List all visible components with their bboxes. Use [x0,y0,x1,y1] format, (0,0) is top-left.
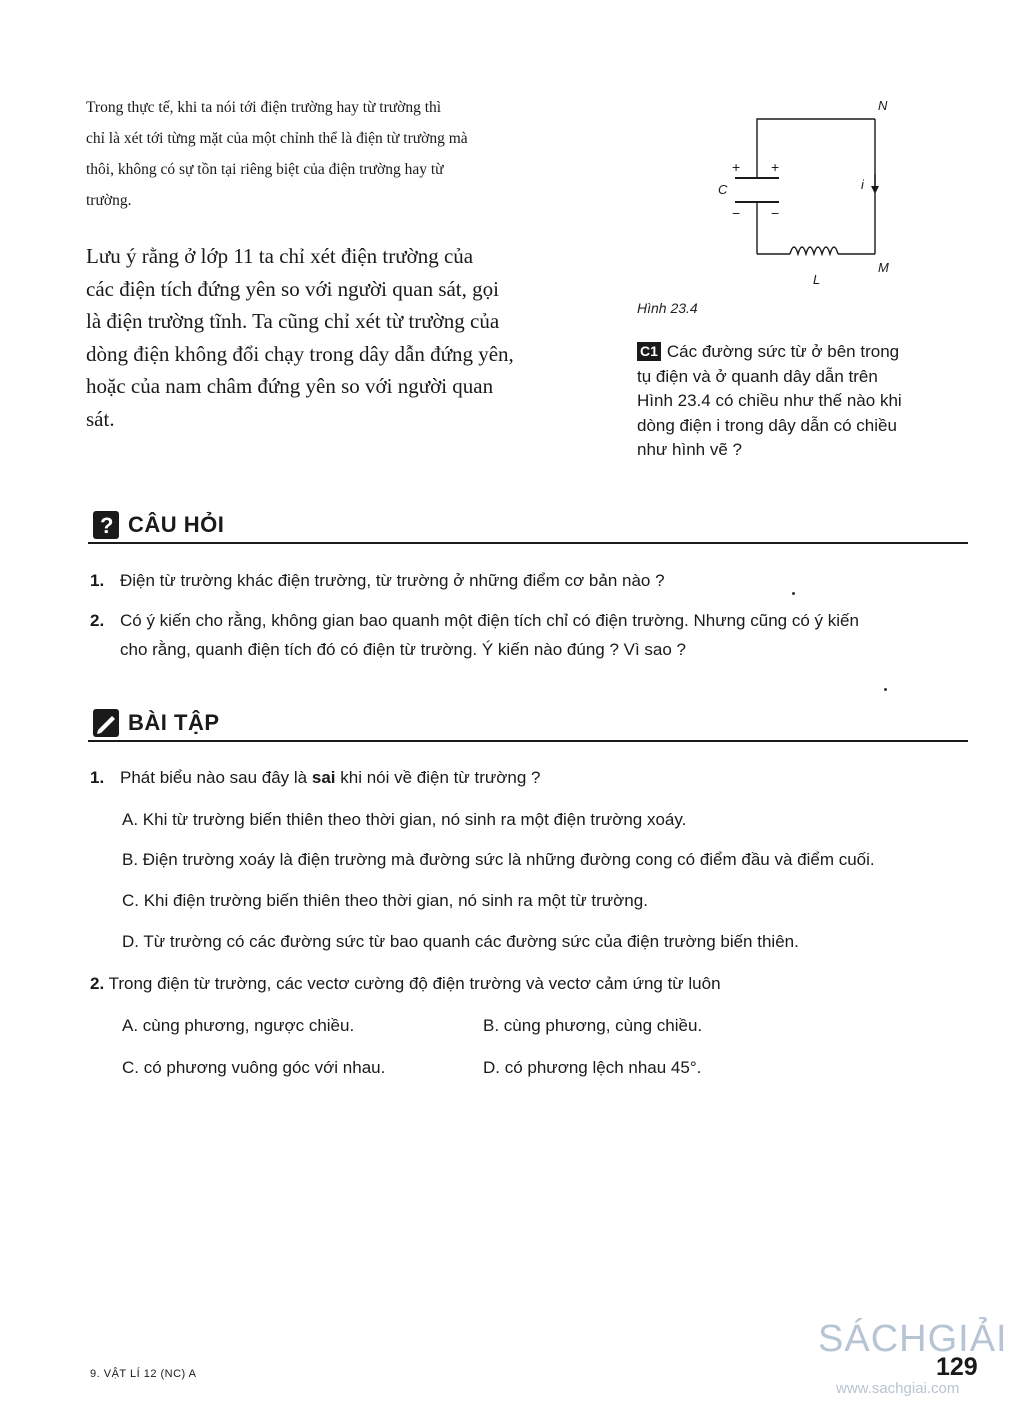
label-m: M [878,260,889,275]
lc-circuit-diagram [715,94,925,294]
minus-right: − [771,205,780,221]
intro-paragraph: Lưu ý rằng ở lớp 11 ta chỉ xét điện trường của các điện tích đứng yên so với người quan sát, gọi là điện trường tĩnh. Ta cũng chỉ xét từ trường của dòng điện không đổi chạy trong dây dẫn đứng yên, hoặc của nam châm đứng yên so với người quan sát. [86,244,514,431]
question-icon [92,510,120,540]
label-l: L [813,272,821,287]
section-rule [88,740,968,742]
stray-dot [792,592,795,595]
figure-caption: Hình 23.4 [637,300,698,316]
svg-text:?: ? [100,513,114,538]
exercise-2: 2. Trong điện từ trường, các vectơ cường độ điện trường và vectơ cảm ứng từ luôn [90,974,721,993]
exercise-1-option-c: C. Khi điện trường biến thiên theo thời gian, nó sinh ra một từ trường. [122,891,648,910]
exercise-2-option-d: D. có phương lệch nhau 45°. [483,1058,702,1077]
minus-left: − [732,205,741,221]
plus-right: + [771,159,780,175]
section-cau-hoi-header [88,508,968,544]
c1-badge: C1 [637,342,661,361]
footer-book-label: 9. VẬT LÍ 12 (NC) A [90,1368,197,1380]
watermark-url: www.sachgiai.com [836,1380,960,1397]
watermark-logo: SÁCHGIẢI [818,1318,1008,1360]
question-1: 1. Điện từ trường khác điện trường, từ trường ở những điểm cơ bản nào ? [90,571,665,590]
exercise-2-option-c: C. có phương vuông góc với nhau. [122,1058,386,1077]
label-c: C [718,182,728,197]
exercise-icon [92,708,120,738]
exercise-1-option-a: A. Khi từ trường biến thiên theo thời gian, nó sinh ra một điện trường xoáy. [122,810,687,829]
c1-question: C1 Các đường sức từ ở bên trong tụ điện và ở quanh dây dẫn trên Hình 23.4 có chiều như thế nào khi dòng điện i trong dây dẫn có chiều như hình vẽ ? [637,342,902,459]
exercise-2-option-b: B. cùng phương, cùng chiều. [483,1016,703,1035]
exercise-1-option-b: B. Điện trường xoáy là điện trường mà đường sức là những đường cong có điểm đầu và điểm cuối. [122,850,875,869]
page-number: 129 [936,1353,978,1381]
section-bai-tap-header [88,706,968,742]
section-rule [88,542,968,544]
exercise-1: 1. Phát biểu nào sau đây là sai khi nói về điện từ trường ? [90,768,541,787]
current-arrow-icon [871,186,879,194]
label-n: N [878,98,888,113]
section-title: CÂU HỎI [128,512,225,537]
label-i: i [861,177,864,192]
exercise-2-option-a: A. cùng phương, ngược chiều. [122,1016,355,1035]
section-title: BÀI TẬP [128,710,220,735]
exercise-1-option-d: D. Từ trường có các đường sức từ bao quanh các đường sức của điện trường biến thiên. [122,932,799,951]
intro-note: Trong thực tế, khi ta nói tới điện trường hay từ trường thì chỉ là xét tới từng mặt của một chỉnh thể là điện từ trường mà thôi, không có sự tồn tại riêng biệt của điện trường hay từ trường. [86,99,468,209]
plus-left: + [732,159,741,175]
question-2: 2. Có ý kiến cho rằng, không gian bao quanh một điện tích chỉ có điện trường. Nhưng cũng có ý kiến cho rằng, quanh điện tích đó có điện từ trường. Ý kiến nào đúng ? Vì sao ? [90,611,859,659]
stray-dot [884,688,887,691]
